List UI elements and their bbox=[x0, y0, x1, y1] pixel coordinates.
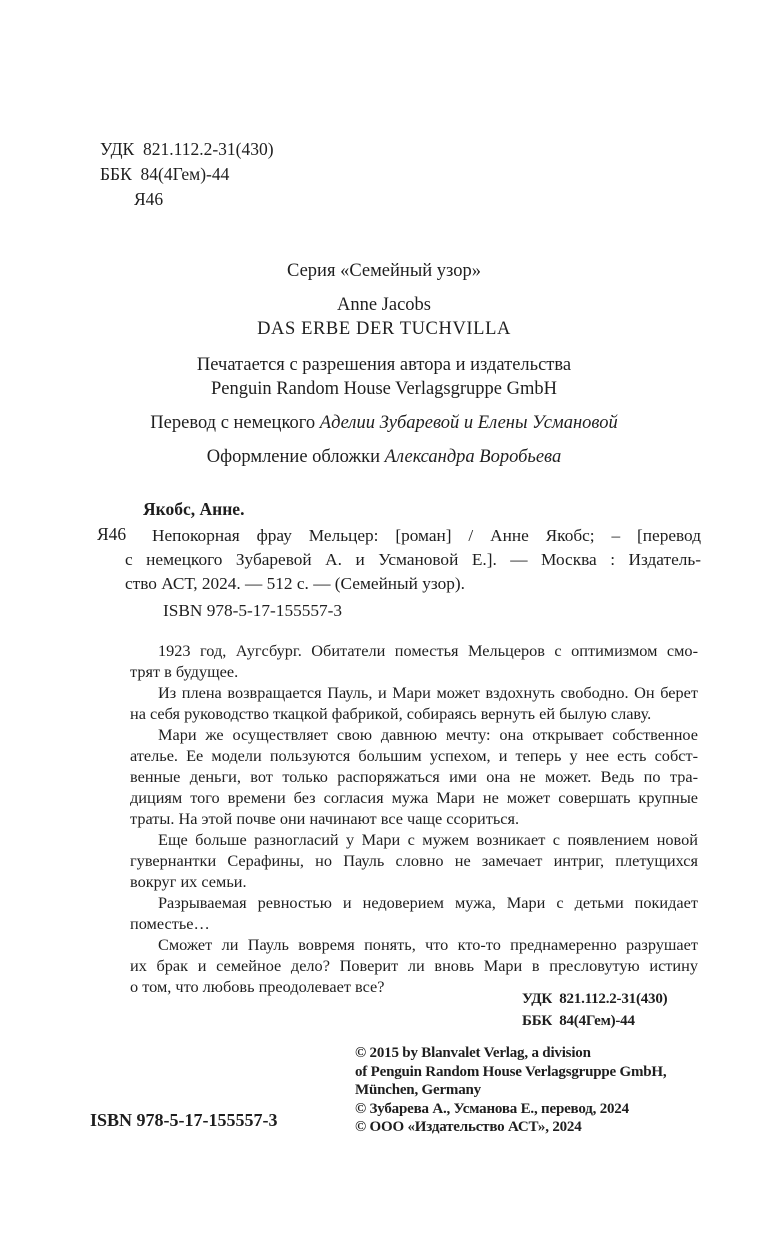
cover-designer-name: Александра Воробьева bbox=[384, 447, 562, 467]
catalog-line: ство АСТ, 2024. — 512 с. — (Семейный узор). bbox=[125, 573, 465, 593]
annotation-line: Мари же осуществляет свою давнюю мечту: она открывает собственное bbox=[158, 725, 698, 744]
annotation-line: дициям того времени без согласия мужа Мари не может совершать крупные bbox=[130, 788, 698, 807]
copyright-block bbox=[355, 1044, 666, 1137]
translation-credit-prefix: Перевод с немецкого bbox=[150, 413, 320, 433]
copyright-line: of Penguin Random House Verlagsgruppe GmbH, bbox=[355, 1063, 667, 1080]
copyright-line: © ООО «Издательство АСТ», 2024 bbox=[355, 1119, 582, 1136]
catalog-author-heading: Якобс, Анне. bbox=[143, 499, 245, 519]
copyright-line: München, Germany bbox=[355, 1082, 481, 1099]
annotation-text bbox=[130, 640, 698, 997]
series-title: Серия «Семейный узор» bbox=[287, 261, 481, 281]
annotation-line: траты. На этой почве они начинают все чаще ссориться. bbox=[130, 809, 520, 828]
annotation-line: Еще больше разногласий у Мари с мужем возникает с появлением новой bbox=[158, 830, 698, 849]
permission-line-2: Penguin Random House Verlagsgruppe GmbH bbox=[211, 379, 557, 399]
permission-line-1: Печатается с разрешения автора и издательства bbox=[196, 355, 572, 375]
top-catalog-codes bbox=[100, 137, 274, 212]
isbn-catalog: ISBN 978-5-17-155557-3 bbox=[163, 601, 343, 620]
annotation-line: Из плена возвращается Пауль, и Мари может вздохнуть свободно. Он берет bbox=[158, 683, 698, 702]
annotation-line: вокруг их семьи. bbox=[130, 872, 247, 891]
translators-names: Аделии Зубаревой и Елены Усмановой bbox=[319, 413, 618, 433]
catalog-description bbox=[125, 524, 701, 595]
bbk-code: ББК 84(4Гем)-44 bbox=[100, 164, 230, 184]
cover-credit bbox=[0, 445, 768, 469]
copyright-line: © 2015 by Blanvalet Verlag, a division bbox=[355, 1045, 591, 1061]
original-title: DAS ERBE DER TUCHVILLA bbox=[257, 319, 511, 339]
annotation-line: их брак и семейное дело? Поверит ли вновь Мари в пресловутую истину bbox=[130, 956, 698, 975]
isbn-bottom: ISBN 978-5-17-155557-3 bbox=[90, 1110, 278, 1130]
annotation-line: Сможет ли Пауль вовремя понять, что кто-то преднамеренно разрушает bbox=[158, 935, 698, 954]
annotation-line: гувернантки Серафины, но Пауль словно не замечает интриг, плетущихся bbox=[130, 851, 698, 870]
annotation-line: Разрываемая ревностью и недоверием мужа, Мари с детьми покидает bbox=[158, 893, 698, 912]
annotation-line: о том, что любовь преодолевает все? bbox=[130, 977, 385, 996]
author-sign-code: Я46 bbox=[134, 189, 164, 209]
bottom-catalog-codes bbox=[522, 988, 667, 1032]
annotation-line: поместье… bbox=[130, 914, 210, 933]
annotation-line: ателье. Ее модели пользуются большим успехом, и теперь у нее есть собст- bbox=[130, 746, 698, 765]
cover-credit-prefix: Оформление обложки bbox=[206, 447, 385, 467]
copyright-line: © Зубарева А., Усманова Е., перевод, 2024 bbox=[355, 1100, 629, 1117]
annotation-line: 1923 год, Аугсбург. Обитатели поместья Мельцеров с оптимизмом смо- bbox=[158, 641, 698, 660]
catalog-line: с немецкого Зубаревой А. и Усмановой Е.]. — Москва : Издатель- bbox=[125, 549, 701, 569]
udk-code: УДК 821.112.2-31(430) bbox=[100, 139, 274, 159]
catalog-line: Непокорная фрау Мельцер: [роман] / Анне Якобс; – [перевод bbox=[152, 526, 701, 545]
bbk-code-bottom: ББК 84(4Гем)-44 bbox=[522, 1013, 635, 1029]
catalog-author-code: Я46 bbox=[97, 524, 127, 544]
original-author: Anne Jacobs bbox=[336, 295, 432, 315]
annotation-line: трят в будущее. bbox=[130, 662, 239, 681]
annotation-line: венные деньги, вот только распоряжаться ими она не может. Ведь по тра- bbox=[130, 767, 698, 786]
udk-code-bottom: УДК 821.112.2-31(430) bbox=[522, 991, 668, 1007]
translation-credit bbox=[0, 411, 768, 435]
annotation-line: на себя руководство ткацкой фабрикой, собираясь вернуть ей былую славу. bbox=[130, 704, 652, 723]
